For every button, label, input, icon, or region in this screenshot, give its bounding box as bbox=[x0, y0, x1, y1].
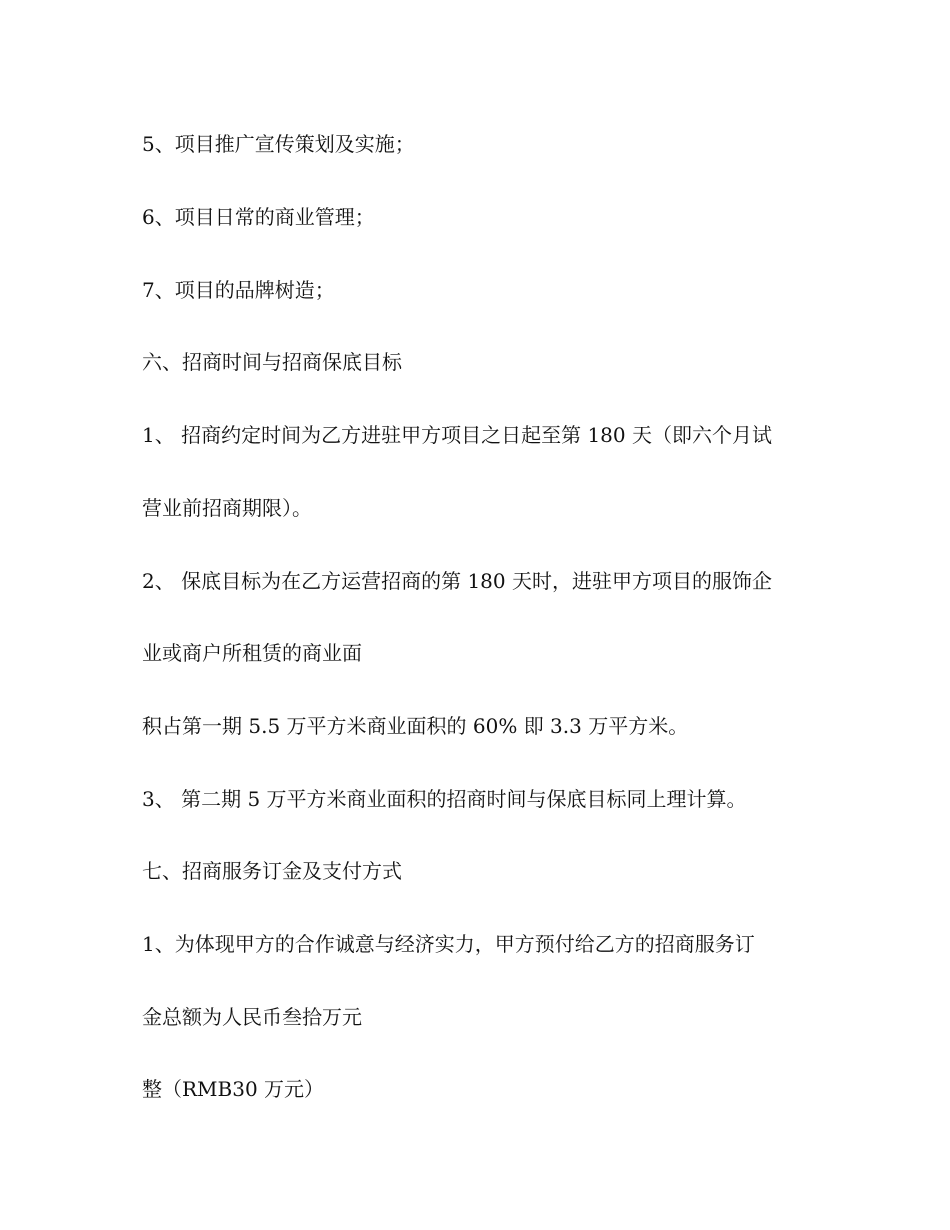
paragraph-1-line-2: 营业前招商期限）。 bbox=[142, 496, 312, 520]
list-item-5-promotion: 5、项目推广宣传策划及实施； bbox=[142, 132, 415, 156]
paragraph-4-line-2: 金总额为人民币叁拾万元 bbox=[142, 1005, 362, 1029]
list-item-6-management: 6、项目日常的商业管理； bbox=[142, 205, 375, 229]
list-item-7-branding: 7、项目的品牌树造； bbox=[142, 278, 335, 302]
section-heading-6: 六、招商时间与招商保底目标 bbox=[142, 350, 402, 374]
paragraph-4-line-1: 1、为体现甲方的合作诚意与经济实力，甲方预付给乙方的招商服务订 bbox=[142, 932, 755, 956]
paragraph-2-line-3: 积占第一期 5.5 万平方米商业面积的 60% 即 3.3 万平方米。 bbox=[142, 714, 689, 738]
paragraph-2-line-2: 业或商户所租赁的商业面 bbox=[142, 641, 362, 665]
paragraph-4-line-3: 整（RMB30 万元） bbox=[142, 1077, 325, 1101]
paragraph-3: 3、 第二期 5 万平方米商业面积的招商时间与保底目标同上理计算。 bbox=[142, 787, 747, 811]
paragraph-2-line-1: 2、 保底目标为在乙方运营招商的第 180 天时，进驻甲方项目的服饰企 bbox=[142, 569, 772, 593]
section-heading-7: 七、招商服务订金及支付方式 bbox=[142, 859, 402, 883]
paragraph-1-line-1: 1、 招商约定时间为乙方进驻甲方项目之日起至第 180 天（即六个月试 bbox=[142, 423, 772, 447]
